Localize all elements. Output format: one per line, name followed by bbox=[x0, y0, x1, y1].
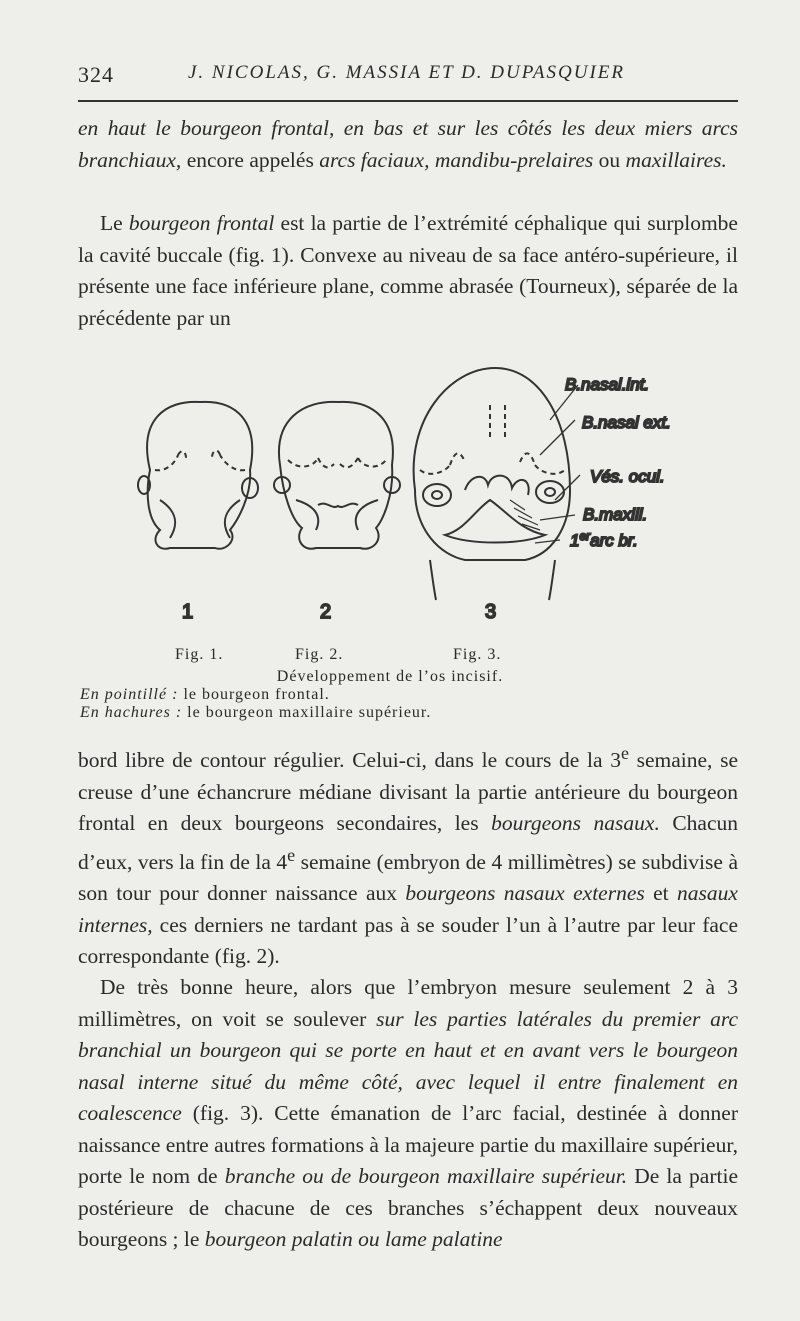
caption-fig-3: Fig. 3. bbox=[453, 646, 502, 663]
legend-key: En pointillé : bbox=[80, 686, 179, 703]
legend-line-hatched bbox=[80, 704, 740, 722]
superscript: e bbox=[287, 844, 296, 865]
label-arc-br bbox=[570, 529, 638, 550]
text-span: ces derniers ne tardant pas à se souder l’un à l’autre par leur face correspondante (fig. 2). bbox=[78, 912, 738, 969]
text-span: ou bbox=[593, 147, 626, 172]
label-nasal-ext: B.nasal ext. bbox=[582, 413, 671, 432]
superscript: e bbox=[620, 743, 629, 763]
fig1-head-drawing bbox=[138, 402, 258, 549]
text-span: maxillaires. bbox=[625, 147, 727, 172]
paragraph-3 bbox=[78, 738, 738, 973]
paragraph-2 bbox=[78, 208, 738, 334]
fig2-head-drawing bbox=[274, 402, 400, 549]
text-span: bourgeon frontal bbox=[128, 211, 275, 235]
text-span: semaine, se creuse d’une échancrure médiane divisant la partie antérieure du bourgeon frontal en deux bourgeons secondaires, les bbox=[78, 748, 738, 836]
text-span: est la partie de l’extrémité céphalique qui surplombe la cavité buccale (fig. 1). Convexe au niveau de sa face antéro-supérieure, il présente une face inférieure plane, comme abrasée (Tourneux), séparée de la précédente par un bbox=[78, 211, 738, 330]
text-span: bourgeons nasaux externes bbox=[405, 881, 645, 906]
text-span: (fig. 3). Cette émanation de l’arc facial, destinée à donner naissance entre autres formations à la majeure partie du maxillaire supérieur, porte le nom de bbox=[78, 1101, 738, 1188]
figure-drawing bbox=[120, 360, 700, 640]
text-span: en haut le bourgeon frontal, bbox=[78, 116, 335, 140]
label-maxill: B.maxill. bbox=[583, 505, 648, 524]
embryo-figure bbox=[120, 360, 700, 640]
text-span: bourgeon palatin ou lame palatine bbox=[204, 1227, 503, 1251]
paragraph-4 bbox=[78, 972, 738, 1256]
page-header bbox=[78, 62, 738, 92]
label-arc-sup: er bbox=[579, 529, 591, 543]
running-head: J. NICOLAS, G. MASSIA ET D. DUPASQUIER bbox=[188, 62, 625, 83]
text-span: De très bonne heure, alors que l’embryon mesure seulement 2 à 3 millimètres, on voit se soulever bbox=[78, 975, 738, 1031]
text-span: Le bbox=[100, 211, 129, 235]
legend-text: le bourgeon frontal. bbox=[178, 686, 330, 703]
label-arc-post: arc br. bbox=[590, 531, 638, 550]
text-span: arcs faciaux, mandibu-prelaires bbox=[319, 147, 594, 172]
text-span: semaine (embryon de 4 millimètres) se subdivise à son tour pour donner naissance aux bbox=[78, 849, 738, 906]
label-ves-ocul: Vés. ocul. bbox=[590, 467, 665, 486]
header-rule bbox=[78, 100, 738, 102]
text-span: et bbox=[644, 881, 678, 906]
figure-title: Développement de l’os incisif. bbox=[276, 668, 504, 685]
caption-fig-1: Fig. 1. bbox=[175, 646, 224, 663]
legend-text: le bourgeon maxillaire supérieur. bbox=[182, 704, 432, 721]
fig-number-1: 1 bbox=[182, 601, 194, 623]
text-span: nasaux internes, bbox=[78, 881, 738, 937]
label-leader-lines bbox=[535, 385, 580, 543]
text-span: en bas et sur les côtés les deux miers arcs branchiaux, bbox=[78, 116, 738, 172]
fig-number-2: 2 bbox=[320, 601, 332, 623]
paragraph-1 bbox=[78, 113, 738, 176]
text-span: sur les parties latérales du premier arc branchial un bourgeon qui se porte en haut et en avant vers le bourgeon nasal interne situé du même côté, avec lequel il entre finalement en coalescence bbox=[78, 1006, 738, 1125]
text-span: bord libre de contour régulier. Celui-ci, dans le cours de la 3 bbox=[78, 748, 621, 773]
text-span: encore appelés bbox=[181, 147, 320, 172]
label-nasal-int: B.nasal.int. bbox=[565, 375, 650, 394]
text-span: De la partie postérieure de chacune de ces branches s’échappent deux nouveaux bourgeons ; le bbox=[78, 1164, 738, 1251]
fig3-head-drawing bbox=[414, 368, 570, 600]
fig-number-3: 3 bbox=[485, 601, 497, 623]
legend-line-dotted bbox=[80, 686, 740, 704]
page-number: 324 bbox=[78, 62, 114, 87]
text-span: bourgeons nasaux. bbox=[491, 811, 660, 836]
legend-key: En hachures : bbox=[80, 704, 183, 721]
text-span: Chacun d’eux, vers la fin de la 4 bbox=[78, 811, 738, 874]
label-arc-pre: 1 bbox=[570, 531, 580, 550]
figure-captions bbox=[175, 646, 595, 668]
caption-fig-2: Fig. 2. bbox=[295, 646, 344, 663]
text-span: branche ou de bourgeon maxillaire supérieur. bbox=[224, 1164, 628, 1188]
